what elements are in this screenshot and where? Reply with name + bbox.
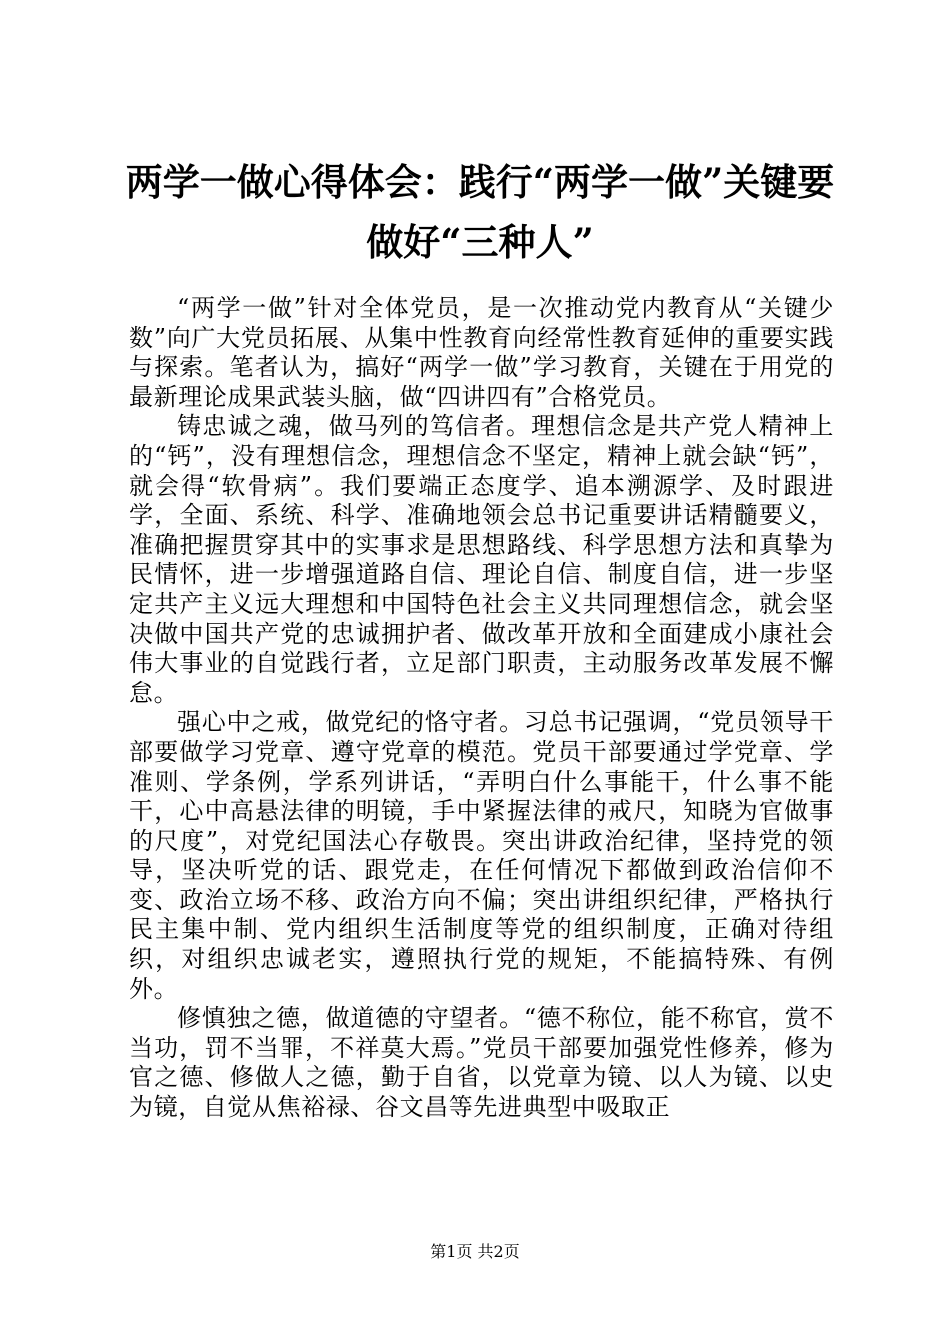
paragraph-morality: 修慎独之德，做道德的守望者。“德不称位，能不称官，赏不当功，罚不当罪，不祥莫大焉。”党员干部要加强党性修养，修为官之德、修做人之德，勤于自省，以党章为镜、以人为镜、以史为镜，自觉从焦裕禄、谷文昌等先进典型中吸取正 [129,1004,834,1122]
page-footer: 第1页 共2页 [430,1242,520,1261]
document-body [129,294,834,1123]
paragraph-loyalty: 铸忠诚之魂，做马列的笃信者。理想信念是共产党人精神上的“钙”，没有理想信念，理想信念不坚定，精神上就会缺“钙”，就会得“软骨病”。我们要端正态度学、追本溯源学、及时跟进学，全面、系统、科学、准确地领会总书记重要讲话精髓要义，准确把握贯穿其中的实事求是思想路线、科学思想方法和真挚为民情怀，进一步增强道路自信、理论自信、制度自信，进一步坚定共产主义远大理想和中国特色社会主义共同理想信念，就会坚决做中国共产党的忠诚拥护者、做改革开放和全面建成小康社会伟大事业的自觉践行者，立足部门职责，主动服务改革发展不懈怠。 [129,412,834,707]
document-title-line-1: 两学一做心得体会：践行“两学一做”关键要 [125,160,835,204]
paragraph-intro: “两学一做”针对全体党员，是一次推动党内教育从“关键少数”向广大党员拓展、从集中性教育向经常性教育延伸的重要实践与探索。笔者认为，搞好“两学一做”学习教育，关键在于用党的最新理论成果武装头脑，做“四讲四有”合格党员。 [129,294,834,411]
paragraph-discipline: 强心中之戒，做党纪的恪守者。习总书记强调，“党员领导干部要做学习党章、遵守党章的模范。党员干部要通过学党章、学准则、学条例，学系列讲话，“弄明白什么事能干，什么事不能干，心中高悬法律的明镜，手中紧握法律的戒尺，知晓为官做事的尺度”，对党纪国法心存敬畏。突出讲政治纪律，坚持党的领导，坚决听党的话、跟党走，在任何情况下都做到政治信仰不变、政治立场不移、政治方向不偏；突出讲组织纪律，严格执行民主集中制、党内组织生活制度等党的组织制度，正确对待组织，对组织忠诚老实，遵照执行党的规矩，不能搞特殊、有例外。 [129,708,834,1003]
document-title-line-2: 做好“三种人” [366,220,594,264]
